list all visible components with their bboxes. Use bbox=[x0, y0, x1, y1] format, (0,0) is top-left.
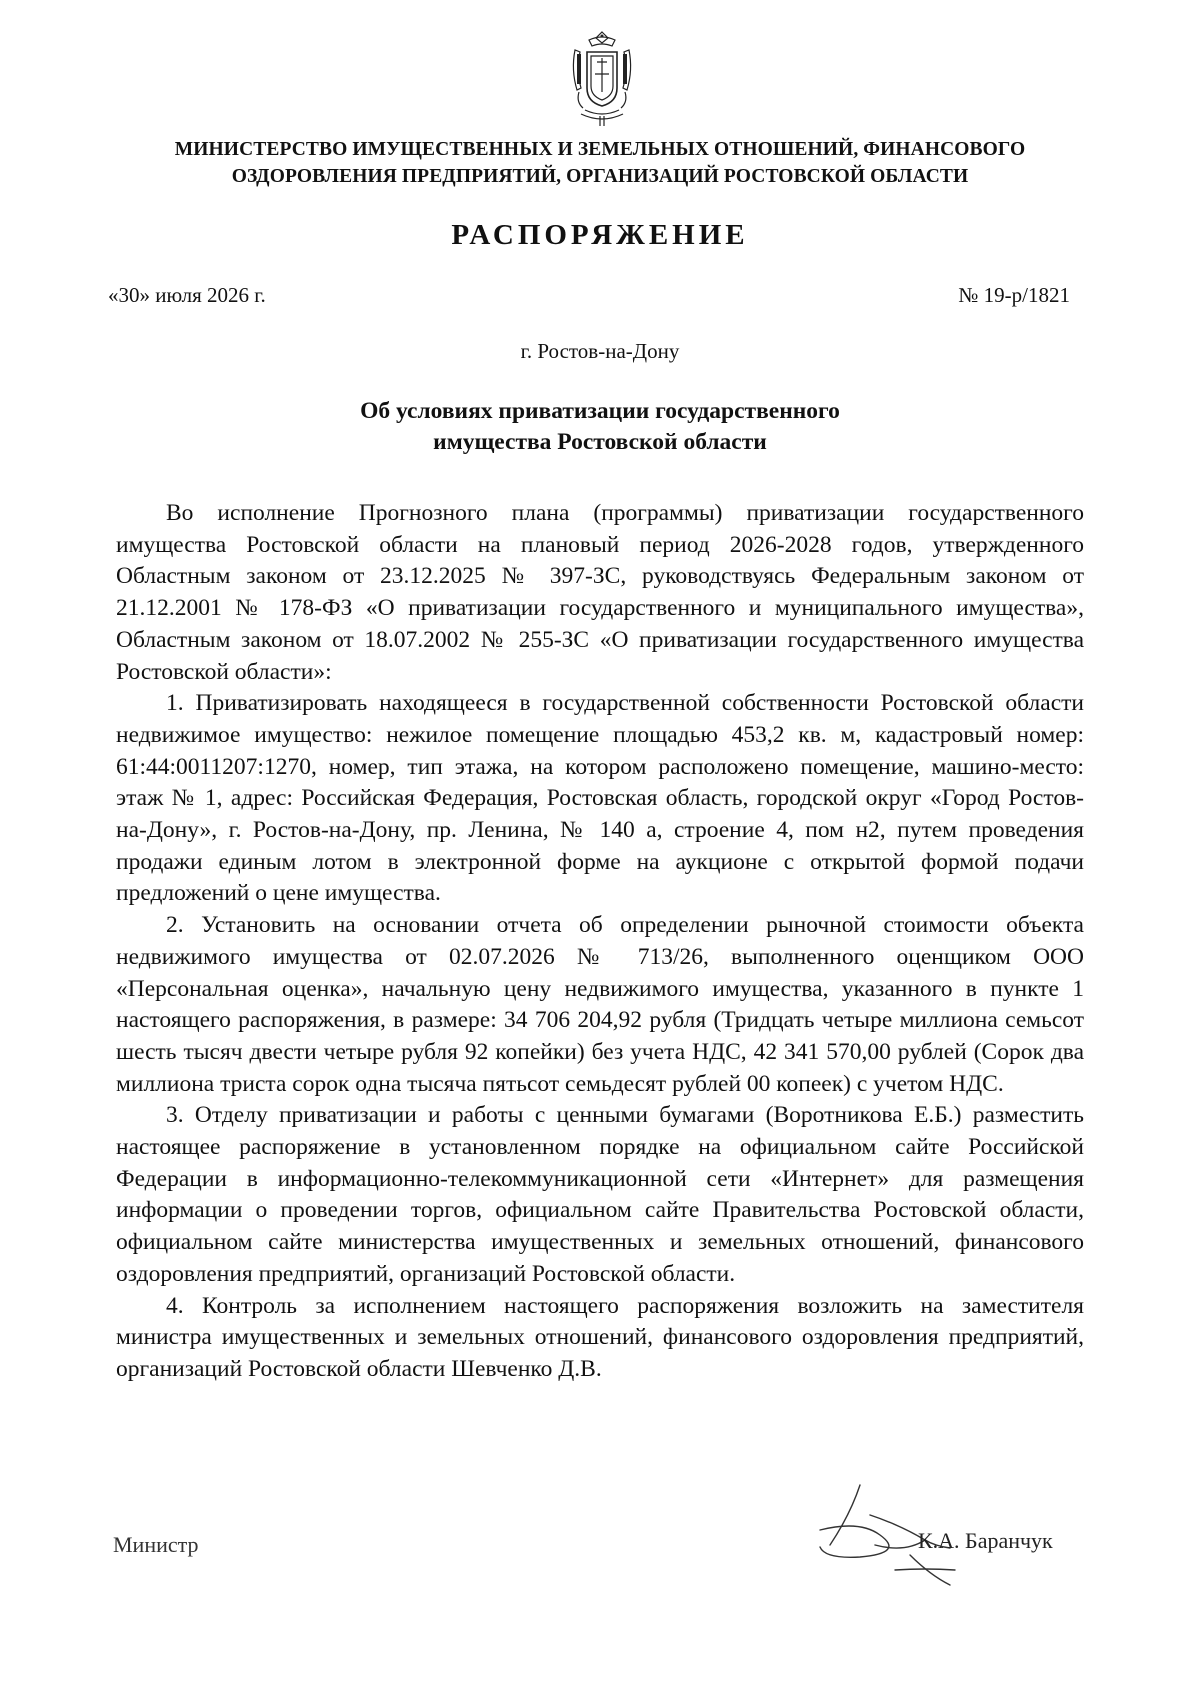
signatory-position: Министр bbox=[113, 1532, 199, 1557]
signatory-name: К.А. Баранчук bbox=[918, 1528, 1053, 1553]
document-title-line1: Об условиях приватизации государственного bbox=[360, 398, 840, 424]
ministry-name-line2: ОЗДОРОВЛЕНИЯ ПРЕДПРИЯТИЙ, ОРГАНИЗАЦИЙ РОСТОВСКОЙ ОБЛАСТИ bbox=[231, 166, 969, 187]
document-title-line2: имущества Ростовской области bbox=[433, 429, 767, 455]
document-type-heading: РАСПОРЯЖЕНИЕ bbox=[451, 219, 749, 251]
coat-of-arms-emblem bbox=[567, 30, 637, 128]
document-date: «30» июля 2026 г. bbox=[108, 283, 266, 307]
preamble-paragraph: Во исполнение Прогнозного плана (программы) приватизации государственного имущества Ростовской области на плановый период 2026-2028 годов, утвержденного Областным законом от 23.12.2025 № 397-ЗС, руководствуясь Федеральным законом от 21.12.2001 № 178-ФЗ «О приватизации государственного и муниципального имущества», Областным законом от 18.07.2002 № 255-ЗС «О приватизации государственного имущества Ростовской области»: bbox=[116, 500, 1084, 685]
clause-2-paragraph: 2. Установить на основании отчета об определении рыночной стоимости объекта недвижимого имущества от 02.07.2026 № 713/26, выполненного оценщиком ООО «Персональная оценка», начальную цену недвижимого имущества, указанного в пункте 1 настоящего распоряжения, в размере: 34 706 204,92 рубля (Тридцать четыре миллиона семьсот шесть тысяч двести четыре рубля 92 копейки) без учета НДС, 42 341 570,00 рублей (Сорок два миллиона триста сорок одна тысяча пятьсот семьдесят рублей 00 копеек) с учетом НДС. bbox=[116, 912, 1084, 1097]
ministry-name bbox=[100, 136, 1100, 190]
clause-1-paragraph: 1. Приватизировать находящееся в государственной собственности Ростовской области недвижимое имущество: нежилое помещение площадью 453,2 кв. м, кадастровый номер: 61:44:0011207:1270, номер, тип этажа, на котором расположено помещение, машино-место: этаж № 1, адрес: Российская Федерация, Ростовская область, городской округ «Город Ростов-на-Дону», г. Ростов-на-Дону, пр. Ленина, № 140 а, строение 4, пом н2, путем проведения продажи единым лотом в электронной форме на аукционе с открытой формой подачи предложений о цене имущества. bbox=[116, 690, 1084, 907]
clause-3-paragraph: 3. Отделу приватизации и работы с ценными бумагами (Воротникова Е.Б.) разместить настоящее распоряжение в установленном порядке на официальном сайте Российской Федерации в информационно-телекоммуникационной сети «Интернет» для размещения информации о проведении торгов, официальном сайте Правительства Ростовской области, официальном сайте министерства имущественных и земельных отношений, финансового оздоровления предприятий, организаций Ростовской области. bbox=[116, 1102, 1084, 1287]
document-number: № 19-р/1821 bbox=[958, 283, 1070, 307]
clause-4-paragraph: 4. Контроль за исполнением настоящего распоряжения возложить на заместителя министра имущественных и земельных отношений, финансового оздоровления предприятий, организаций Ростовской области Шевченко Д.В. bbox=[116, 1292, 1084, 1382]
ministry-name-line1: МИНИСТЕРСТВО ИМУЩЕСТВЕННЫХ И ЗЕМЕЛЬНЫХ ОТНОШЕНИЙ, ФИНАНСОВОГО bbox=[174, 139, 1026, 160]
document-body bbox=[116, 498, 1084, 1386]
document-title bbox=[150, 396, 1050, 458]
document-city: г. Ростов-на-Дону bbox=[520, 339, 680, 363]
